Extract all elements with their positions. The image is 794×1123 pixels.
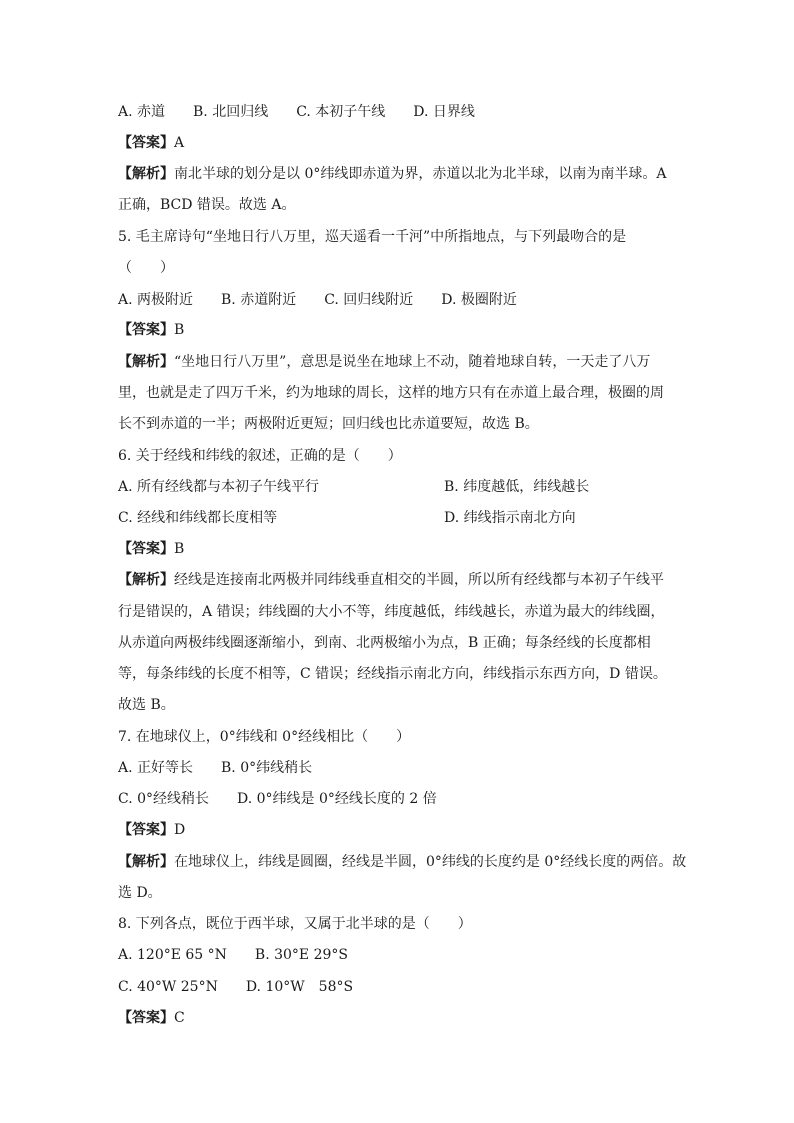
answer-label: 【答案】 [118,1010,174,1026]
q6-option-b: B. 纬度越低，纬线越长 [444,479,590,495]
q7-options-2: C. 0°经线稍长 D. 0°纬线是 0°经线长度的 2 倍 [118,791,437,807]
q5-question: 5. 毛主席诗句“坐地日行八万里，巡天遥看一千河”中所指地点，与下列最吻合的是 [118,229,627,245]
q6-analysis-line: 从赤道向两极纬线圈逐渐缩小，到南、北两极缩小为点，B 正确；每条经线的长度都相 [118,635,651,651]
analysis-label: 【解析】 [118,166,174,182]
q5-analysis-line: 【解析】“坐地日行八万里”，意思是说坐在地球上不动，随着地球自转，一天走了八万 [118,354,651,370]
q8-options-1: A. 120°E 65 °N B. 30°E 29°S [118,947,348,963]
q4-analysis-line: 【解析】南北半球的划分是以 0°纬线即赤道为界，赤道以北为北半球，以南为南半球。A [118,166,667,182]
q5-analysis-line: 里，也就是走了四万千米，约为地球的周长，这样的地方只有在赤道上最合理，极圈的周 [118,385,664,401]
q7-analysis-line: 【解析】在地球仪上，纬线是圆圈，经线是半圆，0°纬线的长度约是 0°经线长度的两倍。故 [118,854,687,870]
q6-question: 6. 关于经线和纬线的叙述，正确的是（ ） [118,448,402,464]
q5-answer [118,320,184,340]
q4-analysis-line: 正确，BCD 错误。故选 A。 [118,197,296,213]
q6-option-d: D. 纬线指示南北方向 [444,510,576,526]
answer-value: B [174,322,185,338]
q6-option-c: C. 经线和纬线都长度相等 [118,510,278,526]
answer-label: 【答案】 [118,822,174,838]
q4-options: A. 赤道 B. 北回归线 C. 本初子午线 D. 日界线 [118,104,475,120]
q5-options: A. 两极附近 B. 赤道附近 C. 回归线附近 D. 极圈附近 [118,292,517,308]
analysis-label: 【解析】 [118,854,174,870]
q5-question-paren: （ ） [118,260,174,276]
answer-value: A [174,135,185,151]
q6-analysis-line: 【解析】经线是连接南北两极并同纬线垂直相交的半圆，所以所有经线都与本初子午线平 [118,572,664,588]
q6-answer [118,539,184,559]
q6-analysis-line: 行是错误的，A 错误；纬线圈的大小不等，纬度越低，纬线越长，赤道为最大的纬线圈， [118,604,665,620]
q8-answer [118,1008,185,1028]
q7-analysis-line: 选 D。 [118,885,162,901]
analysis-label: 【解析】 [118,354,174,370]
analysis-label: 【解析】 [118,572,174,588]
q5-analysis-line: 长不到赤道的一半；两极附近更短；回归线也比赤道要短，故选 B。 [118,416,539,432]
answer-label: 【答案】 [118,541,174,557]
q6-analysis-line: 等，每条纬线的长度不相等，C 错误；经线指示南北方向，纬线指示东西方向，D 错误。 [118,666,667,682]
answer-value: C [174,1010,185,1026]
answer-value: D [174,822,186,838]
answer-label: 【答案】 [118,322,174,338]
q6-analysis-line: 故选 B。 [118,697,175,713]
q8-question: 8. 下列各点，既位于西半球，又属于北半球的是（ ） [118,916,472,932]
answer-label: 【答案】 [118,135,174,151]
q4-answer [118,133,184,153]
q7-answer [118,820,185,840]
q6-option-a: A. 所有经线都与本初子午线平行 [118,479,320,495]
q7-question: 7. 在地球仪上，0°纬线和 0°经线相比（ ） [118,729,411,745]
answer-value: B [174,541,185,557]
q8-options-2: C. 40°W 25°N D. 10°W 58°S [118,979,354,995]
q7-options-1: A. 正好等长 B. 0°纬线稍长 [118,760,313,776]
